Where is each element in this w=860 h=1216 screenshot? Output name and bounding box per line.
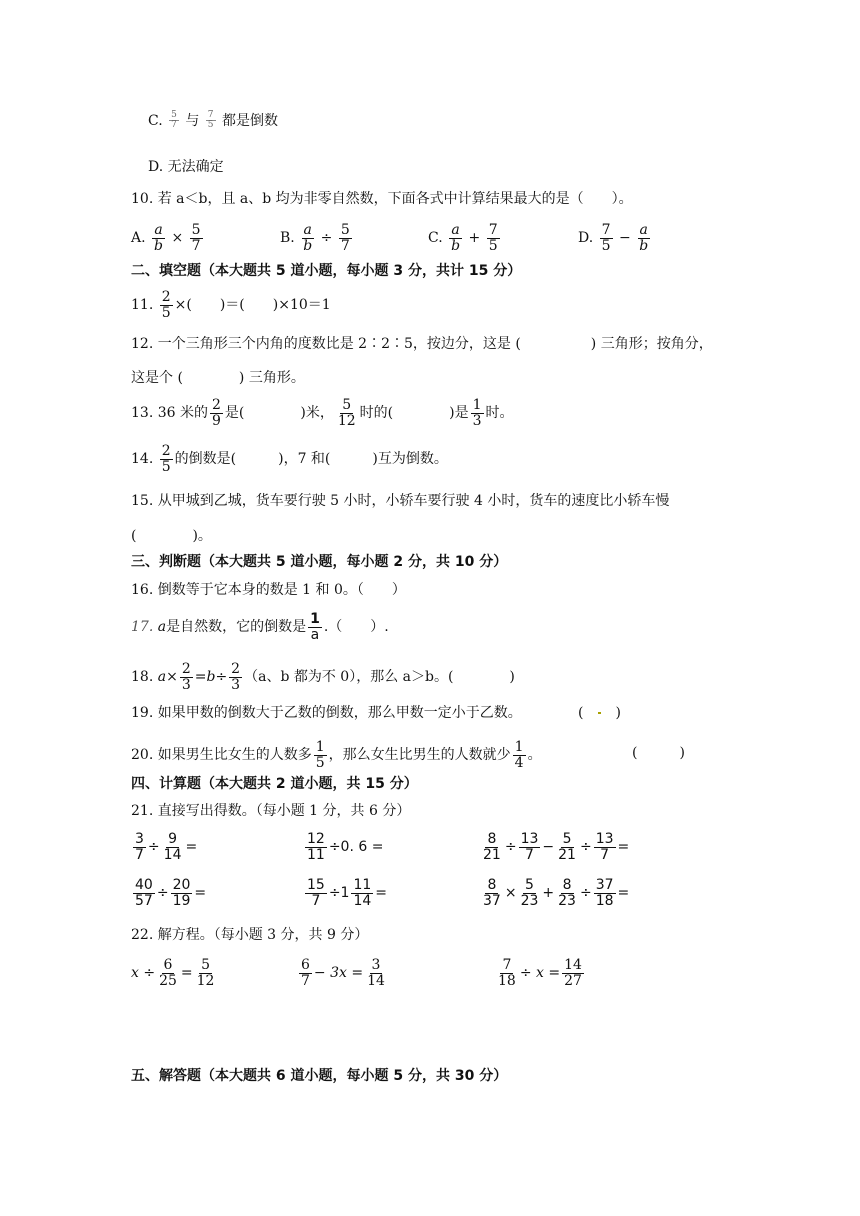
q22-eq-3: $\frac{7}{18}$ ÷ x = $\frac{14}{27}$ — [498, 957, 582, 989]
fraction: $\frac{13}{7}$ — [595, 831, 614, 863]
section-title: 五、解答题（本大题共 6 道小题，每小题 5 分，共 30 分） — [131, 1068, 508, 1084]
fraction: $\frac{40}{57}$ — [135, 877, 153, 909]
fraction: $\frac{13}{7}$ — [520, 831, 539, 863]
fraction: $\frac{14}{27}$ — [564, 957, 582, 989]
q22-eq-2: $\frac{6}{7}$ − 3x = $\frac{3}{14}$ — [301, 957, 385, 989]
q18: 18. a× $\frac{2}{3}$ =b÷ $\frac{2}{3}$ （a、b 都为不 0），那么 a＞b。( ) — [131, 661, 515, 693]
fraction: $\frac{5}{7}$ — [191, 222, 201, 254]
q11: 11. $\frac{2}{5}$ ×( )＝( )×10＝1 — [131, 289, 331, 321]
fraction: $\frac{7}{5}$ — [207, 110, 214, 131]
fraction: $\frac{5}{7}$ — [171, 110, 177, 131]
fraction: $\frac{a}{b}$ — [303, 222, 313, 254]
q10-option-b: B. $\frac{a}{b}$ ÷ $\frac{5}{7}$ — [280, 222, 350, 254]
q16: 16. 倒数等于它本身的数是 1 和 0。（ ） — [131, 582, 406, 598]
q21-expr-5: $\frac{15}{7}$ ÷1 $\frac{11}{14}$ = — [307, 877, 388, 909]
fraction: $\frac{7}{5}$ — [488, 222, 498, 254]
q14: 14. $\frac{2}{5}$ 的倒数是( )，7 和( )互为倒数。 — [131, 443, 448, 475]
fraction: $\frac{6}{7}$ — [301, 957, 310, 989]
section-title: 四、计算题（本大题共 2 道小题，共 15 分） — [131, 776, 418, 792]
fraction: $\frac{20}{19}$ — [172, 877, 191, 909]
q15-line2: ( )。 — [131, 528, 212, 544]
q20: 20. 如果男生比女生的人数多 $\frac{1}{5}$ ，那么女生比男生的人数就少 $\frac{1}{4}$ 。 — [131, 739, 542, 771]
q10-option-a: A. $\frac{a}{b}$ × $\frac{5}{7}$ — [131, 222, 201, 254]
q10-option-c: C. $\frac{a}{b}$ + $\frac{7}{5}$ — [428, 222, 498, 254]
fraction: $\frac{1}{5}$ — [315, 739, 325, 771]
fraction: $\frac{11}{14}$ — [353, 877, 372, 909]
q21-expr-4: $\frac{40}{57}$ ÷ $\frac{20}{19}$ = — [135, 877, 207, 909]
fraction: $\frac{1}{4}$ — [514, 739, 524, 771]
fraction: $\frac{9}{14}$ — [163, 831, 182, 863]
fraction: $\frac{5}{12}$ — [337, 397, 356, 429]
q22-stem: 22. 解方程。（每小题 3 分，共 9 分） — [131, 927, 369, 943]
section-title: 三、判断题（本大题共 5 道小题，每小题 2 分，共 10 分） — [131, 554, 508, 570]
q9-option-d: D. 无法确定 — [148, 159, 224, 175]
fraction: $\frac{2}{5}$ — [161, 289, 171, 321]
fraction: $\frac{37}{18}$ — [595, 877, 614, 909]
fraction: $\frac{2}{3}$ — [181, 661, 191, 693]
fraction: $\frac{1}{a}$ — [310, 611, 320, 643]
q21-stem: 21. 直接写出得数。（每小题 1 分，共 6 分） — [131, 803, 411, 819]
fraction: $\frac{1}{3}$ — [472, 397, 482, 429]
fraction: $\frac{5}{12}$ — [196, 957, 215, 989]
fraction: $\frac{2}{3}$ — [231, 661, 241, 693]
q19-answer-paren: ( ) — [578, 705, 621, 721]
fraction: $\frac{2}{5}$ — [161, 443, 171, 475]
fraction: $\frac{7}{5}$ — [601, 222, 611, 254]
fraction: $\frac{a}{b}$ — [451, 222, 461, 254]
fraction: $\frac{6}{25}$ — [159, 957, 177, 989]
section-title: 二、填空题（本大题共 5 道小题，每小题 3 分，共计 15 分） — [131, 263, 522, 279]
mark — [598, 712, 601, 714]
q13: 13. 36 米的 $\frac{2}{9}$ 是( )米， $\frac{5}{12}$ 时的( )是 $\frac{1}{3}$ 时。 — [131, 397, 514, 429]
fraction: $\frac{15}{7}$ — [307, 877, 325, 909]
q9-option-c: C. $\frac{5}{7}$ 与 $\frac{7}{5}$ 都是倒数 — [148, 110, 278, 131]
fraction: $\frac{5}{21}$ — [558, 831, 576, 863]
fraction: $\frac{a}{b}$ — [639, 222, 649, 254]
fraction: $\frac{5}{7}$ — [340, 222, 350, 254]
q21-expr-2: $\frac{12}{11}$ ÷0. 6 = — [307, 831, 384, 863]
q12-line2: 这是个 ( ) 三角形。 — [131, 370, 305, 386]
q21-expr-3: $\frac{8}{21}$ ÷ $\frac{13}{7}$ − $\frac{5}{21}$ ÷ $\frac{13}{7}$ = — [483, 831, 630, 863]
q21-expr-1: $\frac{3}{7}$ ÷ $\frac{9}{14}$ = — [135, 831, 198, 863]
fraction: $\frac{3}{7}$ — [135, 831, 144, 863]
q22-eq-1: x ÷ $\frac{6}{25}$ = $\frac{5}{12}$ — [131, 957, 215, 989]
fraction: $\frac{8}{37}$ — [483, 877, 501, 909]
q15-line1: 15. 从甲城到乙城，货车要行驶 5 小时，小轿车要行驶 4 小时，货车的速度比小轿车慢 — [131, 493, 670, 509]
fraction: $\frac{3}{14}$ — [367, 957, 385, 989]
q17: 17. a是自然数，它的倒数是 $\frac{1}{a}$ .（ ）. — [131, 611, 389, 643]
q20-answer-paren: ( ) — [632, 745, 685, 761]
q10-stem: 10. 若 a＜b，且 a、b 均为非零自然数，下面各式中计算结果最大的是（ ）。 — [131, 191, 633, 207]
fraction: $\frac{8}{23}$ — [558, 877, 576, 909]
fraction: $\frac{7}{18}$ — [498, 957, 516, 989]
q12-line1: 12. 一个三角形三个内角的度数比是 2∶2∶5，按边分，这是 ( ) 三角形；按角分， — [131, 336, 713, 352]
fraction: $\frac{8}{21}$ — [483, 831, 501, 863]
fraction: $\frac{2}{9}$ — [211, 397, 221, 429]
fraction: $\frac{a}{b}$ — [154, 222, 163, 254]
fraction: $\frac{12}{11}$ — [307, 831, 325, 863]
q21-expr-6: $\frac{8}{37}$ × $\frac{5}{23}$ + $\frac{8}{23}$ ÷ $\frac{37}{18}$ = — [483, 877, 630, 909]
q10-option-d: D. $\frac{7}{5}$ − $\frac{a}{b}$ — [578, 222, 649, 254]
fraction: $\frac{5}{23}$ — [520, 877, 539, 909]
q19: 19. 如果甲数的倒数大于乙数的倒数，那么甲数一定小于乙数。 — [131, 705, 522, 721]
